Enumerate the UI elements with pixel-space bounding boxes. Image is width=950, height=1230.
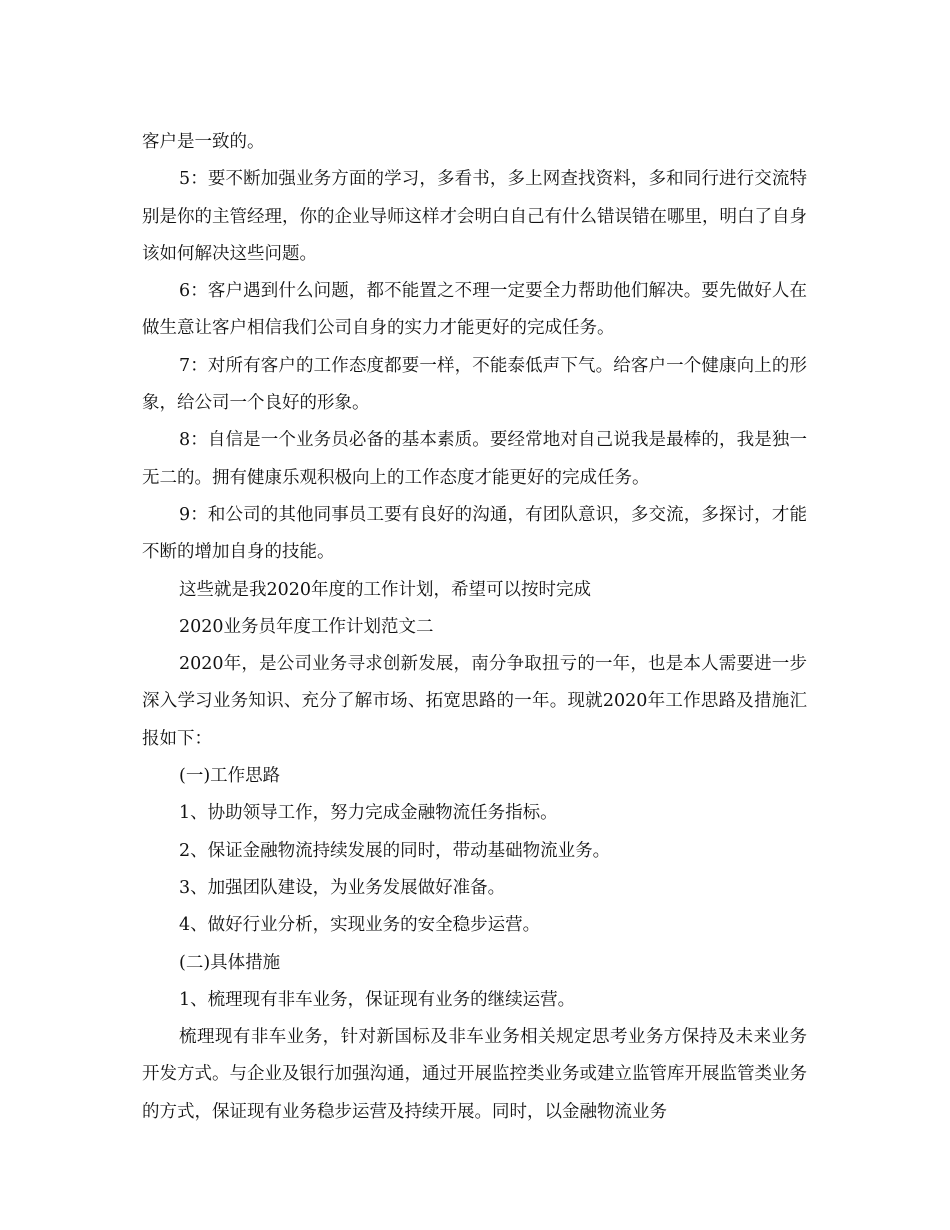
paragraph: 8：自信是一个业务员必备的基本素质。要经常地对自己说我是最棒的，我是独一无二的。拥有健康乐观积极向上的工作态度才能更好的完成任务。 <box>142 430 807 488</box>
document-body <box>142 124 807 1131</box>
paragraph: 客户是一致的。 <box>142 132 265 152</box>
list-item: 3、加强团队建设，为业务发展做好准备。 <box>179 877 506 898</box>
paragraph: 这些就是我2020年度的工作计划，希望可以按时完成 <box>179 579 592 600</box>
subheading: (一)工作思路 <box>179 766 281 787</box>
paragraph: 9：和公司的其他同事员工要有良好的沟通，有团队意识，多交流，多探讨，才能不断的增加自身的技能。 <box>142 504 807 563</box>
paragraph: 6：客户遇到什么问题，都不能置之不理一定要全力帮助他们解决。要先做好人在做生意让客户相信我们公司自身的实力才能更好的完成任务。 <box>142 281 807 339</box>
subheading: (二)具体措施 <box>179 952 281 973</box>
list-item: 2、保证金融物流持续发展的同时，带动基础物流业务。 <box>179 840 611 861</box>
section-title: 2020业务员年度工作计划范文二 <box>179 616 434 637</box>
paragraph: 梳理现有非车业务，针对新国标及非车业务相关规定思考业务方保持及未来业务开发方式。与企业及银行加强沟通，通过开展监控类业务或建立监管库开展监管类业务的方式，保证现有业务稳步运营及持续开展。同时，以金融物流业务 <box>142 1027 807 1122</box>
list-item: 4、做好行业分析，实现业务的安全稳步运营。 <box>179 915 541 936</box>
paragraph: 2020年，是公司业务寻求创新发展，南分争取扭亏的一年，也是本人需要进一步深入学习业务知识、充分了解市场、拓宽思路的一年。现就2020年工作思路及措施汇报如下： <box>142 654 807 749</box>
list-item: 1、梳理现有非车业务，保证现有业务的继续运营。 <box>179 989 576 1010</box>
list-item: 1、协助领导工作，努力完成金融物流任务指标。 <box>179 803 558 824</box>
paragraph: 7：对所有客户的工作态度都要一样，不能泰低声下气。给客户一个健康向上的形象，给公司一个良好的形象。 <box>142 355 807 414</box>
paragraph: 5：要不断加强业务方面的学习，多看书，多上网查找资料，多和同行进行交流特别是你的主管经理，你的企业导师这样才会明白自己有什么错误错在哪里，明白了自身该如何解决这些问题。 <box>142 169 807 264</box>
